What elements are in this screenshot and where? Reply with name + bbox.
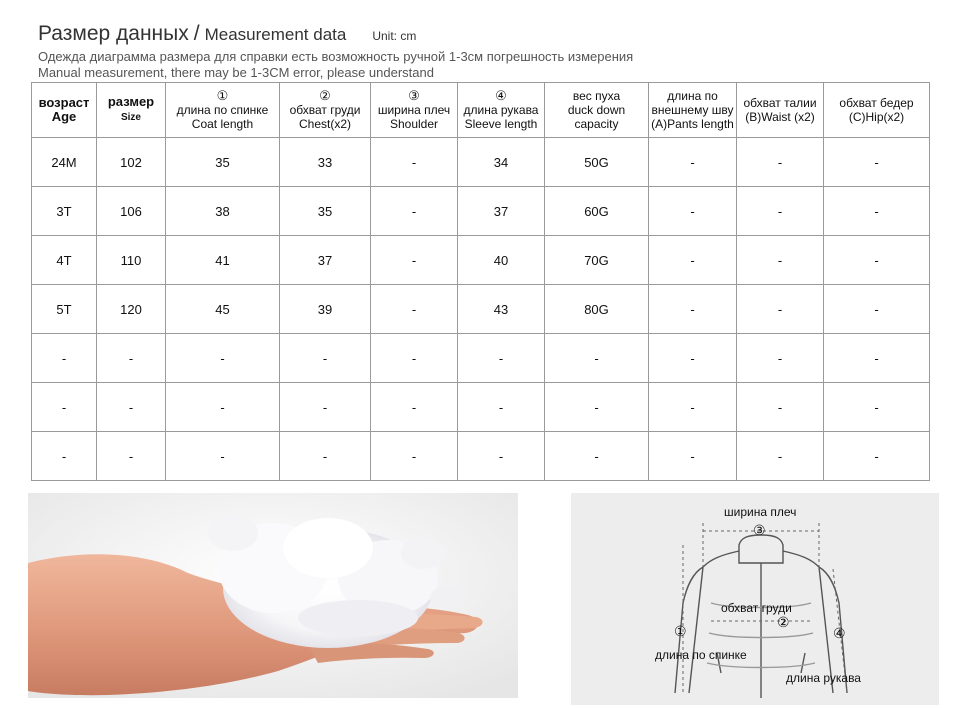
cell-chest: 33 (280, 138, 371, 187)
cell-age: - (32, 383, 97, 432)
cell-waist: - (737, 383, 824, 432)
cell-pants-length: - (649, 383, 737, 432)
title-separator: / (193, 22, 200, 45)
cell-capacity: - (545, 432, 649, 481)
table-row (32, 236, 930, 285)
cell-pants-length: - (649, 285, 737, 334)
cell-coat-length: 41 (166, 236, 280, 285)
cell-sleeve: - (458, 334, 545, 383)
cell-age: 3T (32, 187, 97, 236)
cell-waist: - (737, 334, 824, 383)
table-row (32, 285, 930, 334)
cell-chest: - (280, 432, 371, 481)
col-header-shoulder: ③ ширина плеч Shoulder (371, 83, 458, 138)
cell-size: - (97, 432, 166, 481)
title-ru: Размер данных (38, 22, 189, 45)
hand-holding-down-image (28, 493, 518, 698)
diagram-shoulder-number: ③ (753, 522, 766, 538)
cell-size: 120 (97, 285, 166, 334)
cell-chest: 39 (280, 285, 371, 334)
cell-sleeve: 37 (458, 187, 545, 236)
down-feather-photo (28, 493, 518, 698)
cell-shoulder: - (371, 187, 458, 236)
table-row (32, 187, 930, 236)
cell-chest: - (280, 383, 371, 432)
table-row (32, 334, 930, 383)
cell-coat-length: 35 (166, 138, 280, 187)
cell-pants-length: - (649, 138, 737, 187)
cell-chest: 37 (280, 236, 371, 285)
cell-capacity: - (545, 383, 649, 432)
col-header-hip: обхват бедер (C)Hip(x2) (824, 83, 930, 138)
cell-waist: - (737, 432, 824, 481)
unit-label: Unit: cm (372, 29, 417, 43)
cell-pants-length: - (649, 334, 737, 383)
diagram-coat-label: длина по спинке (655, 648, 747, 662)
cell-coat-length: 38 (166, 187, 280, 236)
cell-hip: - (824, 285, 930, 334)
cell-waist: - (737, 138, 824, 187)
diagram-shoulder-label: ширина плеч (724, 505, 797, 519)
table-header-row (32, 83, 930, 138)
cell-sleeve: 34 (458, 138, 545, 187)
cell-age: 5T (32, 285, 97, 334)
cell-size: 106 (97, 187, 166, 236)
diagram-chest-number: ② (777, 614, 790, 630)
diagram-sleeve-label: длина рукава (786, 671, 861, 685)
cell-coat-length: 45 (166, 285, 280, 334)
cell-sleeve: 43 (458, 285, 545, 334)
cell-shoulder: - (371, 285, 458, 334)
cell-age: - (32, 334, 97, 383)
measurement-diagram (571, 493, 939, 705)
cell-coat-length: - (166, 334, 280, 383)
cell-capacity: 80G (545, 285, 649, 334)
cell-waist: - (737, 285, 824, 334)
cell-age: - (32, 432, 97, 481)
cell-hip: - (824, 432, 930, 481)
cell-size: - (97, 334, 166, 383)
cell-coat-length: - (166, 432, 280, 481)
cell-sleeve: - (458, 383, 545, 432)
cell-pants-length: - (649, 187, 737, 236)
table-row (32, 138, 930, 187)
cell-sleeve: 40 (458, 236, 545, 285)
title-line (38, 22, 633, 46)
cell-shoulder: - (371, 432, 458, 481)
cell-capacity: 70G (545, 236, 649, 285)
diagram-coat-number: ① (674, 623, 687, 639)
cell-coat-length: - (166, 383, 280, 432)
cell-waist: - (737, 187, 824, 236)
header (38, 22, 633, 81)
table-row (32, 383, 930, 432)
col-header-down-capacity: вес пуха duck down capacity (545, 83, 649, 138)
cell-hip: - (824, 334, 930, 383)
diagram-chest-label: обхват груди (721, 601, 792, 615)
cell-capacity: 60G (545, 187, 649, 236)
title-en: Measurement data (204, 25, 347, 44)
cell-size: - (97, 383, 166, 432)
cell-age: 4T (32, 236, 97, 285)
diagram-sleeve-number: ④ (833, 625, 846, 641)
size-table (31, 82, 930, 481)
cell-hip: - (824, 383, 930, 432)
cell-shoulder: - (371, 138, 458, 187)
col-header-chest: ② обхват груди Chest(x2) (280, 83, 371, 138)
col-header-sleeve: ④ длина рукава Sleeve length (458, 83, 545, 138)
cell-size: 110 (97, 236, 166, 285)
cell-capacity: 50G (545, 138, 649, 187)
note-ru: Одежда диаграмма размера для справки есть возможность ручной 1-3см погрешность измерения (38, 49, 634, 64)
cell-chest: - (280, 334, 371, 383)
cell-chest: 35 (280, 187, 371, 236)
note-en: Manual measurement, there may be 1-3CM error, please understand (38, 65, 434, 80)
cell-pants-length: - (649, 432, 737, 481)
cell-shoulder: - (371, 383, 458, 432)
cell-shoulder: - (371, 334, 458, 383)
cell-waist: - (737, 236, 824, 285)
col-header-coat-length: ① длина по спинке Coat length (166, 83, 280, 138)
cell-sleeve: - (458, 432, 545, 481)
cell-hip: - (824, 138, 930, 187)
cell-hip: - (824, 236, 930, 285)
cell-shoulder: - (371, 236, 458, 285)
col-header-waist: обхват талии (B)Waist (x2) (737, 83, 824, 138)
cell-size: 102 (97, 138, 166, 187)
col-header-size: размер Size (97, 83, 166, 138)
table-row (32, 432, 930, 481)
cell-hip: - (824, 187, 930, 236)
col-header-age: возраст Age (32, 83, 97, 138)
cell-capacity: - (545, 334, 649, 383)
cell-pants-length: - (649, 236, 737, 285)
col-header-pants-length: длина по внешнему шву (A)Pants length (649, 83, 737, 138)
cell-age: 24M (32, 138, 97, 187)
